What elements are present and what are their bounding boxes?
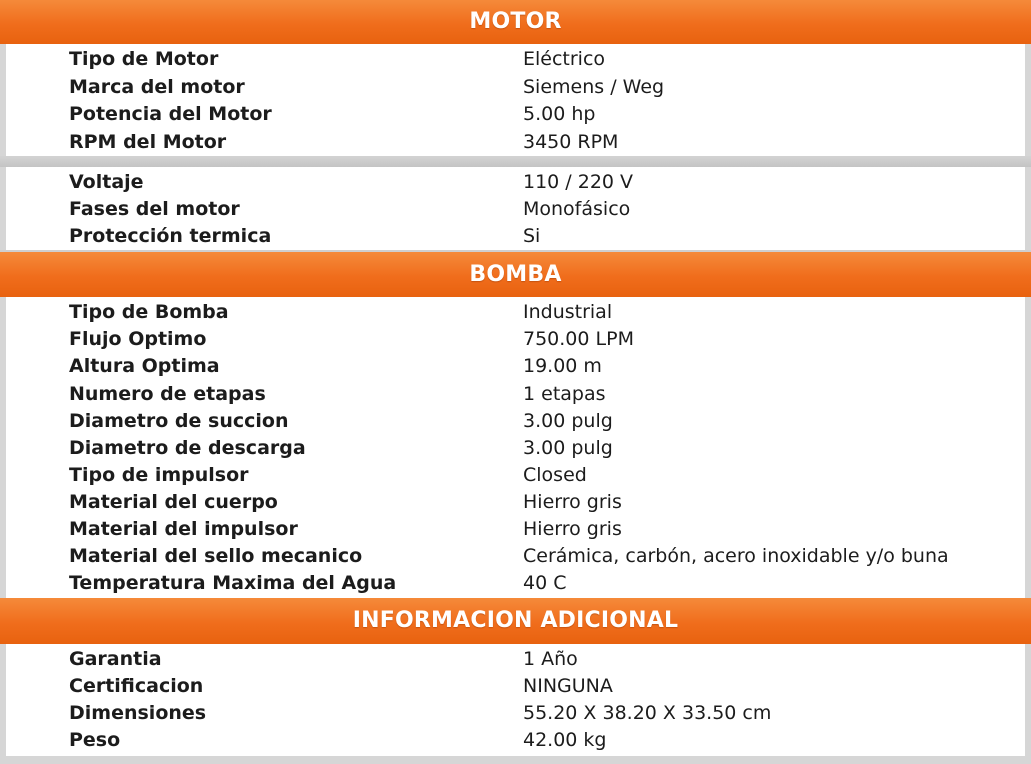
spec-label: Dimensiones: [69, 702, 207, 724]
spec-value: 55.20 X 38.20 X 33.50 cm: [523, 702, 772, 724]
adicional-section-title: INFORMACION ADICIONAL: [352, 608, 679, 633]
bomba-section-title: BOMBA: [469, 262, 562, 287]
spec-value: Closed: [523, 464, 587, 486]
table-row: [6, 299, 1025, 326]
table-row: [6, 101, 1025, 128]
spec-label: Diametro de descarga: [69, 437, 306, 459]
table-row: [6, 462, 1025, 489]
table-row: [6, 543, 1025, 570]
table-row: [6, 727, 1025, 754]
motor-section-title: MOTOR: [469, 9, 562, 34]
table-row: [6, 673, 1025, 700]
table-row: [6, 129, 1025, 156]
spec-value: 40 C: [523, 572, 567, 594]
motor-specs-table-b: [0, 167, 1031, 250]
spec-value: Monofásico: [523, 198, 631, 220]
motor-specs-table-a: [0, 44, 1031, 156]
spec-label: Material del sello mecanico: [69, 545, 363, 567]
spec-value: NINGUNA: [523, 675, 613, 697]
spec-value: 1 etapas: [523, 383, 606, 405]
spec-value: 3450 RPM: [523, 131, 619, 153]
spec-label: Material del cuerpo: [69, 491, 278, 513]
motor-section-header: [0, 0, 1031, 44]
table-row: [6, 74, 1025, 101]
table-row: [6, 46, 1025, 73]
spec-label: Temperatura Maxima del Agua: [69, 572, 397, 594]
spec-label: Numero de etapas: [69, 383, 266, 405]
spec-label: Tipo de Motor: [69, 48, 219, 70]
spec-label: Flujo Optimo: [69, 328, 207, 350]
spec-value: Cerámica, carbón, acero inoxidable y/o buna: [523, 545, 949, 567]
spec-label: Altura Optima: [69, 355, 220, 377]
bomba-specs-table: [0, 297, 1031, 598]
table-row: [6, 353, 1025, 380]
table-row: [6, 489, 1025, 516]
spec-label: RPM del Motor: [69, 131, 227, 153]
spec-label: Material del impulsor: [69, 518, 298, 540]
table-row: [6, 381, 1025, 408]
spec-value: Eléctrico: [523, 48, 606, 70]
spec-value: Hierro gris: [523, 491, 622, 513]
spec-value: 42.00 kg: [523, 729, 607, 751]
table-bottom-border: [0, 756, 1031, 764]
spec-value: 3.00 pulg: [523, 410, 613, 432]
spec-label: Peso: [69, 729, 121, 751]
spec-value: 750.00 LPM: [523, 328, 634, 350]
table-row: [6, 570, 1025, 597]
table-row: [6, 223, 1025, 250]
spec-label: Protección termica: [69, 225, 272, 247]
table-row: [6, 646, 1025, 673]
spec-label: Voltaje: [69, 171, 144, 193]
table-row: [6, 516, 1025, 543]
spec-value: 3.00 pulg: [523, 437, 613, 459]
spec-value: Industrial: [523, 301, 613, 323]
spec-label: Fases del motor: [69, 198, 240, 220]
table-row: [6, 169, 1025, 196]
spec-value: Hierro gris: [523, 518, 622, 540]
adicional-section-header: [0, 598, 1031, 644]
table-row: [6, 700, 1025, 727]
spec-label: Garantia: [69, 648, 162, 670]
bomba-section-header: [0, 252, 1031, 297]
table-row: [6, 435, 1025, 462]
adicional-specs-table: [0, 644, 1031, 756]
spec-value: Si: [523, 225, 541, 247]
spec-label: Marca del motor: [69, 76, 245, 98]
spec-label: Tipo de impulsor: [69, 464, 249, 486]
spec-value: 1 Año: [523, 648, 578, 670]
spec-value: 19.00 m: [523, 355, 602, 377]
table-row: [6, 196, 1025, 223]
table-row: [6, 408, 1025, 435]
spec-label: Tipo de Bomba: [69, 301, 229, 323]
spec-label: Certificacion: [69, 675, 204, 697]
spec-value: 5.00 hp: [523, 103, 596, 125]
spec-value: Siemens / Weg: [523, 76, 665, 98]
spec-label: Potencia del Motor: [69, 103, 272, 125]
spec-value: 110 / 220 V: [523, 171, 634, 193]
section-divider: [0, 156, 1031, 167]
spec-label: Diametro de succion: [69, 410, 289, 432]
table-row: [6, 326, 1025, 353]
